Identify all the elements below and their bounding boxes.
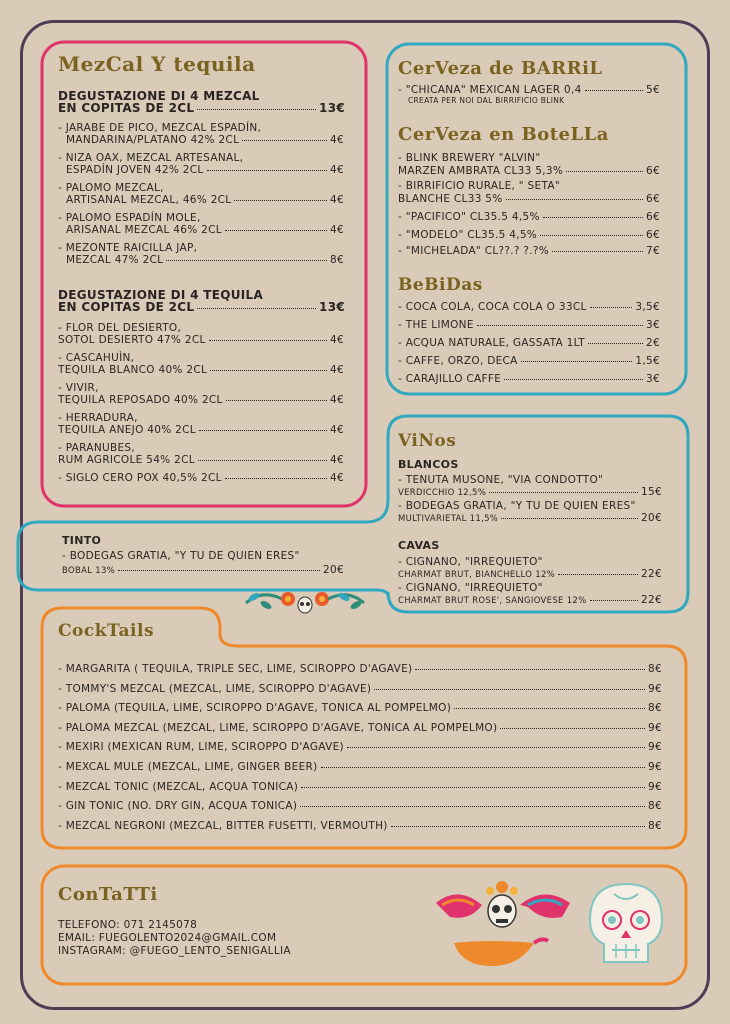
blancos-list-item-0-text: VERDICCHIO 12,5%: [398, 488, 487, 498]
cocktail-item-6-price: 9€: [648, 780, 662, 793]
mezcal-list-item-4-price: 8€: [330, 254, 344, 266]
cocktail-item-6: [58, 781, 662, 793]
tequila-list-item-2-l1: - VIVIR,: [58, 382, 99, 394]
tequila-list-item-1: [58, 364, 344, 376]
botella-item-4-dots: [552, 251, 643, 252]
botella-item-1-l1: - BIRRIFICIO RURALE, " SETA": [398, 180, 560, 192]
cocktail-item-1-dots: [374, 689, 645, 690]
cocktail-item-5-dots: [321, 767, 646, 768]
mezcal-list-item-0: [66, 134, 344, 146]
tequila-list-item-3-text: TEQUILA ANEJO 40% 2CL: [58, 424, 196, 436]
bebidas-item-1-dots: [477, 325, 643, 326]
tequila-list-item-1-l1: - CASCAHUÌN,: [58, 352, 135, 364]
bebidas-item-0-text: - COCA COLA, COCA COLA O 33CL: [398, 301, 587, 313]
tequila-list-item-4-text: RUM AGRICOLE 54% 2CL: [58, 454, 195, 466]
phone-text: TELEFONO: 071 2145078: [58, 919, 198, 931]
bebidas-item-3-price: 1,5€: [635, 355, 660, 367]
bebidas-item-3-dots: [521, 361, 633, 362]
cocktail-item-7-text: - GIN TONIC (NO. DRY GIN, ACQUA TONICA): [58, 800, 298, 813]
cocktail-item-1-text: - TOMMY'S MEZCAL (MEZCAL, LIME, SCIROPPO D'AGAVE): [58, 682, 372, 695]
mezcal-list-item-1-text: ESPADÍN JOVEN 42% 2CL: [66, 164, 204, 176]
cocktail-item-0-text: - MARGARITA ( TEQUILA, TRIPLE SEC, LIME, SCIROPPO D'AGAVE): [58, 663, 413, 675]
bebidas-item-2-dots: [588, 343, 643, 344]
mezcal-list-item-3: [66, 224, 344, 236]
instagram-text: INSTAGRAM: @FUEGO_LENTO_SENIGALLIA: [58, 945, 291, 957]
vinos-title: ViNos: [398, 431, 457, 451]
tequila-list-item-2-price: 4€: [330, 394, 344, 406]
cavas-list-item-1-dots: [590, 600, 639, 601]
chicana-note: CREATA PER NOI DAL BIRRIFICIO BLINK: [408, 96, 565, 105]
barril-title: CerVeza de BARRiL: [398, 58, 603, 79]
botella-item-2-text: - "PACIFICO" CL35.5 4,5%: [398, 211, 540, 223]
cocktail-item-2-dots: [454, 708, 645, 709]
cavas-list-item-0-price: 22€: [641, 568, 662, 580]
bebidas-item-3-text: - CAFFE, ORZO, DECA: [398, 355, 518, 367]
botella-item-0-text: MARZEN AMBRATA CL33 5,3%: [398, 165, 564, 177]
botella-item-4-price: 7€: [646, 245, 660, 257]
tequila-list-item-0-l1: - FLOR DEL DESIERTO,: [58, 322, 182, 334]
blancos-list-item-0-dots: [489, 492, 638, 493]
blancos-list-item-1-l1: - BODEGAS GRATIA, "Y TU DE QUIEN ERES": [398, 500, 636, 512]
botella-item-0-price: 6€: [646, 165, 660, 177]
cocktail-item-3-dots: [500, 728, 645, 729]
cocktail-item-4-text: - MEXIRI (MEXICAN RUM, LIME, SCIROPPO D'AGAVE): [58, 741, 344, 754]
cocktail-item-7-dots: [300, 806, 645, 807]
bebidas-item-4: [398, 373, 660, 385]
cocktail-item-3-text: - PALOMA MEZCAL (MEZCAL, LIME, SCIROPPO D'AGAVE, TONICA AL POMPELMO): [58, 721, 498, 734]
mezcal-list-item-0-l1: - JARABE DE PICO, MEZCAL ESPADÍN,: [58, 122, 262, 134]
mezcal-list-item-2: [66, 194, 344, 206]
cocktail-item-4-dots: [347, 747, 645, 748]
mezcal-list-item-1-l1: - NIZA OAX, MEZCAL ARTESANAL,: [58, 152, 244, 164]
bebidas-title: BeBiDas: [398, 275, 483, 295]
blancos-list-item-1: [398, 512, 662, 524]
tequila-list-item-2-text: TEQUILA REPOSADO 40% 2CL: [58, 394, 223, 406]
mezcal-list-item-4-l1: - MEZONTE RAICILLA JAP,: [58, 242, 198, 254]
mezcal-list-item-0-price: 4€: [330, 134, 344, 146]
bebidas-item-2: [398, 337, 660, 349]
botella-item-3: [398, 229, 660, 241]
mezcal-list-item-0-text: MANDARINA/PLATANO 42% 2CL: [66, 134, 240, 146]
cocktail-item-2: [58, 702, 662, 714]
cavas-list-item-0-dots: [558, 574, 638, 575]
mezcal-list-item-1-dots: [207, 170, 327, 171]
mezcal-list-item-2-l1: - PALOMO MEZCAL,: [58, 182, 164, 194]
blancos-list-item-0-l1: - TENUTA MUSONE, "VIA CONDOTTO": [398, 474, 604, 486]
cavas-list-item-1-text: CHARMAT BRUT ROSE', SANGIOVESE 12%: [398, 596, 587, 606]
blancos-list-item-0: [398, 486, 662, 498]
mezcal-list-item-2-text: ARTISANAL MEZCAL, 46% 2CL: [66, 194, 232, 206]
bebidas-item-1: [398, 319, 660, 331]
botella-title: CerVeza en BoteLLa: [398, 124, 609, 145]
cocktail-item-0-dots: [415, 669, 645, 670]
cocktail-item-2-text: - PALOMA (TEQUILA, LIME, SCIROPPO D'AGAVE, TONICA AL POMPELMO): [58, 702, 452, 715]
deg-tequila-row: EN COPITAS DE 2CL 13€: [58, 300, 345, 314]
blancos-list-item-1-dots: [501, 518, 638, 519]
email-text: EMAIL: FUEGOLENTO2024@GMAIL.COM: [58, 932, 277, 944]
botella-item-2-price: 6€: [646, 211, 660, 223]
sugar-skull-icon: [586, 880, 666, 968]
tequila-list-item-0-dots: [209, 340, 327, 341]
bebidas-item-3: [398, 355, 660, 367]
botella-item-0-l1: - BLINK BREWERY "ALVIN": [398, 152, 541, 164]
botella-item-1-dots: [506, 199, 643, 200]
mezcal-list-item-2-price: 4€: [330, 194, 344, 206]
deg-mezcal-line1: DEGUSTAZIONE DI 4 MEZCAL: [58, 89, 260, 103]
mezcal-list-item-4: [66, 254, 344, 266]
cocktail-item-0-price: 8€: [648, 663, 662, 675]
mezcal-list-item-4-dots: [166, 260, 327, 261]
bebidas-item-1-price: 3€: [646, 319, 660, 331]
cocktail-item-3: [58, 722, 662, 734]
cavas-list-item-0: [398, 568, 662, 580]
cocktail-item-1-price: 9€: [648, 682, 662, 695]
botella-item-2: [398, 211, 660, 223]
tinto-row: BOBAL 13% 20€: [62, 564, 344, 576]
mezcal-list-item-3-price: 4€: [330, 224, 344, 236]
tequila-list-item-0-text: SOTOL DESIERTO 47% 2CL: [58, 334, 206, 346]
tequila-list-item-0-price: 4€: [330, 334, 344, 346]
bebidas-item-4-dots: [504, 379, 643, 380]
botella-item-1-price: 6€: [646, 193, 660, 205]
cavas-list-item-0-l1: - CIGNANO, "IRREQUIETO": [398, 556, 543, 568]
blancos-list-item-1-text: MULTIVARIETAL 11,5%: [398, 514, 499, 524]
tinto-line1: - BODEGAS GRATIA, "Y TU DE QUIEN ERES": [62, 550, 300, 562]
tinto-label: TINTO: [62, 534, 102, 547]
cocktail-item-8-dots: [391, 826, 645, 827]
botella-item-1-text: BLANCHE CL33 5%: [398, 193, 503, 205]
mezcal-list-item-2-dots: [234, 200, 327, 201]
botella-item-2-dots: [543, 217, 643, 218]
mezcal-list-item-1-price: 4€: [330, 164, 344, 176]
deg-mezcal-row: EN COPITAS DE 2CL 13€: [58, 101, 345, 115]
cocktail-item-4: [58, 741, 662, 753]
cocktail-item-2-price: 8€: [648, 702, 662, 715]
bebidas-item-1-text: - THE LIMONE: [398, 319, 474, 331]
cavas-list-item-1-price: 22€: [641, 594, 662, 606]
tequila-list-item-4-l1: - PARANUBES,: [58, 442, 136, 454]
cavas-list-item-1-l1: - CIGNANO, "IRREQUIETO": [398, 582, 543, 594]
tequila-list-item-2-dots: [226, 400, 327, 401]
blancos-list-item-0-price: 15€: [641, 486, 662, 498]
cocktail-item-5-price: 9€: [648, 761, 662, 773]
botella-item-1: [398, 193, 660, 205]
botella-item-4: [398, 245, 660, 257]
bebidas-item-0-price: 3,5€: [635, 301, 660, 313]
blancos-list-item-1-price: 20€: [641, 512, 662, 524]
cocktail-item-6-text: - MEZCAL TONIC (MEZCAL, ACQUA TONICA): [58, 780, 299, 793]
botella-item-0: [398, 165, 660, 177]
contatti-title: ConTaTTi: [58, 884, 158, 905]
cocktail-item-3-price: 9€: [648, 721, 662, 734]
mezcal-list-item-1: [66, 164, 344, 176]
cavas-label: CAVAS: [398, 539, 440, 552]
cocktails-title: CockTails: [58, 621, 155, 641]
botella-item-3-price: 6€: [646, 229, 660, 241]
bebidas-item-2-price: 2€: [646, 337, 660, 349]
tequila-list-item-3-price: 4€: [330, 424, 344, 436]
cocktail-item-8-price: 8€: [648, 819, 662, 832]
botella-item-3-text: - "MODELO" CL35.5 4,5%: [398, 229, 538, 241]
cocktail-item-7: [58, 800, 662, 812]
tequila-list-item-1-text: TEQUILA BLANCO 40% 2CL: [58, 364, 208, 376]
botella-item-4-text: - "MICHELADA" CL??.? ?.?%: [398, 245, 550, 257]
tequila-list-item-1-price: 4€: [330, 364, 344, 376]
tequila-list-item-0: [58, 334, 344, 346]
mezcal-list-item-3-l1: - PALOMO ESPADÍN MOLE,: [58, 212, 201, 224]
cocktail-item-4-price: 9€: [648, 741, 662, 754]
cocktail-item-0: [58, 663, 662, 675]
bebidas-item-4-text: - CARAJILLO CAFFE: [398, 373, 502, 385]
cocktail-item-7-price: 8€: [648, 800, 662, 813]
cavas-list-item-0-text: CHARMAT BRUT, BIANCHELLO 12%: [398, 570, 556, 580]
deg-tequila-line1: DEGUSTAZIONE DI 4 TEQUILA: [58, 288, 264, 302]
bebidas-item-0: [398, 301, 660, 313]
bebidas-item-4-price: 3€: [646, 373, 660, 385]
tequila-list-item-1-dots: [210, 370, 327, 371]
mezcal-title: MezCal Y tequila: [58, 52, 256, 76]
mezcal-list-item-3-dots: [225, 230, 327, 231]
botella-item-3-dots: [540, 235, 643, 236]
cocktail-item-5: [58, 761, 662, 773]
cocktail-item-8: [58, 820, 662, 832]
cavas-list-item-1: [398, 594, 662, 606]
chili-pepper-icon: [430, 877, 580, 977]
cocktail-item-1: [58, 683, 662, 695]
tequila-list-item-2: [58, 394, 344, 406]
chicana-row: - "CHICANA" MEXICAN LAGER 0,4 5€: [398, 84, 660, 96]
mezcal-list-item-3-text: ARISANAL MEZCAL 46% 2CL: [66, 224, 222, 236]
cocktail-item-6-dots: [301, 787, 645, 788]
mezcal-list-item-4-text: MEZCAL 47% 2CL: [66, 254, 164, 266]
bebidas-item-0-dots: [590, 307, 633, 308]
bebidas-item-2-text: - ACQUA NATURALE, GASSATA 1LT: [398, 337, 585, 349]
mezcal-list-item-0-dots: [242, 140, 327, 141]
blancos-label: BLANCOS: [398, 458, 459, 471]
cocktail-item-5-text: - MEXCAL MULE (MEZCAL, LIME, GINGER BEER): [58, 761, 318, 773]
tequila-list-item-3-l1: - HERRADURA,: [58, 412, 138, 424]
botella-item-0-dots: [566, 171, 643, 172]
cocktail-item-8-text: - MEZCAL NEGRONI (MEZCAL, BITTER FUSETTI, VERMOUTH): [58, 819, 388, 832]
tequila-list-item-4-price: 4€: [330, 454, 344, 466]
siglo-cero-row: - SIGLO CERO POX 40,5% 2CL 4€: [58, 472, 344, 484]
